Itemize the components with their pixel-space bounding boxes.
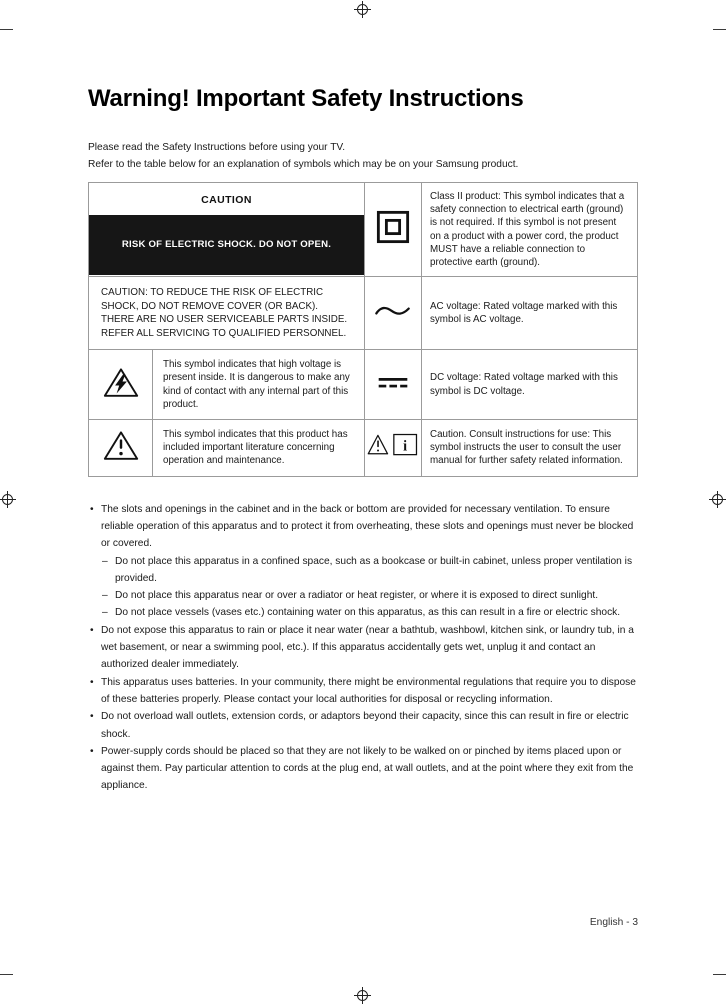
consult-instructions-book-icon [367,432,419,458]
safety-bullet-list [88,501,638,795]
list-item [88,674,638,709]
class-ii-symbol-cell [365,183,422,277]
list-item [88,708,638,743]
table-row [89,420,638,477]
intro-line: Please read the Safety Instructions before using your TV. [88,142,346,153]
ac-wave-icon [374,304,412,318]
dc-symbol-cell [365,350,422,420]
class-ii-double-square-icon [376,210,410,244]
sub-list-item [101,604,638,621]
sub-list-item [101,553,638,588]
sub-bullet-text: Do not place this apparatus in a confined space, such as a bookcase or built-in cabinet, unless proper ventilation is provided. [115,555,633,584]
caution-header: CAUTION [201,193,252,206]
high-voltage-description: This symbol indicates that high voltage is present inside. It is dangerous to make any kind of contact with any internal part of this product. [153,350,365,420]
crop-tick-icon [713,29,726,30]
risk-of-electric-shock-bar: RISK OF ELECTRIC SHOCK. DO NOT OPEN. [89,215,364,275]
dc-line-icon [376,375,410,390]
symbols-table [88,182,638,477]
bullet-text: The slots and openings in the cabinet and in the back or bottom are provided for necessary ventilation. To ensure reliable operation of this apparatus and to protect it from overheating, these slots and openings must never be blocked or covered. [101,503,634,550]
registration-crosshair-icon [354,1,371,18]
page-title: Warning! Important Safety Instructions [88,85,524,112]
table-row [89,277,638,350]
registration-crosshair-icon [0,491,16,508]
important-literature-symbol-cell [89,420,153,477]
exclamation-triangle-icon [102,429,140,462]
consult-instructions-symbol-cell [365,420,422,477]
sub-bullet-text: Do not place vessels (vases etc.) containing water on this apparatus, as this can result in a fire or electric shock. [115,607,621,619]
list-item [88,743,638,795]
bullet-text: This apparatus uses batteries. In your community, there might be environmental regulations that require you to dispose of these batteries properly. Please contact your local authorities for disposal or recycling information. [101,676,636,705]
high-voltage-symbol-cell [89,350,153,420]
bullet-text: Do not expose this apparatus to rain or place it near water (near a bathtub, washbowl, kitchen sink, or laundry tub, in a wet basement, or near a swimming pool, etc.). If this apparatus accidentally gets wet, unplug it and contact an authorized dealer immediately. [101,624,634,671]
high-voltage-triangle-icon [102,366,140,399]
list-item [88,501,638,622]
crop-tick-icon [713,974,726,975]
important-literature-description: This symbol indicates that this product has included important literature concerning operation and maintenance. [153,420,365,477]
ac-description: AC voltage: Rated voltage marked with this symbol is AC voltage. [422,277,638,350]
intro-paragraphs [88,139,638,173]
table-row [89,183,638,277]
table-row [89,350,638,420]
consult-instructions-description: Caution. Consult instructions for use: This symbol instructs the user to consult the user manual for further safety related information. [422,420,638,477]
caution-risk-cell [89,183,365,277]
crop-tick-icon [0,974,13,975]
bullet-text: Do not overload wall outlets, extension cords, or adaptors beyond their capacity, since this can result in fire or electric shock. [101,711,629,740]
registration-crosshair-icon [709,491,726,508]
svg-text:i: i [403,438,408,455]
registration-crosshair-icon [354,987,371,1004]
dc-description: DC voltage: Rated voltage marked with this symbol is DC voltage. [422,350,638,420]
list-item [88,622,638,674]
crop-tick-icon [0,29,13,30]
intro-line: Refer to the table below for an explanation of symbols which may be on your Samsung product. [88,159,519,170]
caution-note-cell: CAUTION: TO REDUCE THE RISK OF ELECTRIC SHOCK, DO NOT REMOVE COVER (OR BACK). THERE ARE NO USER SERVICEABLE PARTS INSIDE. REFER ALL SERVICING TO QUALIFIED PERSONNEL. [89,277,365,350]
sub-bullet-text: Do not place this apparatus near or over a radiator or heat register, or where it is exposed to direct sunlight. [115,590,599,602]
bullet-text: Power-supply cords should be placed so that they are not likely to be walked on or pinched by items placed upon or against them. Pay particular attention to cords at the plug end, at wall outlets, and at the point where they exit from the appliance. [101,745,634,792]
class-ii-description: Class II product: This symbol indicates that a safety connection to electrical earth (ground) is not required. If this symbol is not present on a product with a power cord, the product MUST have a reliable connection to protective earth (ground). [422,183,638,277]
page-number: English - 3 [589,917,638,928]
sub-list [101,553,638,622]
page-content [88,84,638,795]
sub-list-item [101,587,638,604]
ac-symbol-cell [365,277,422,350]
